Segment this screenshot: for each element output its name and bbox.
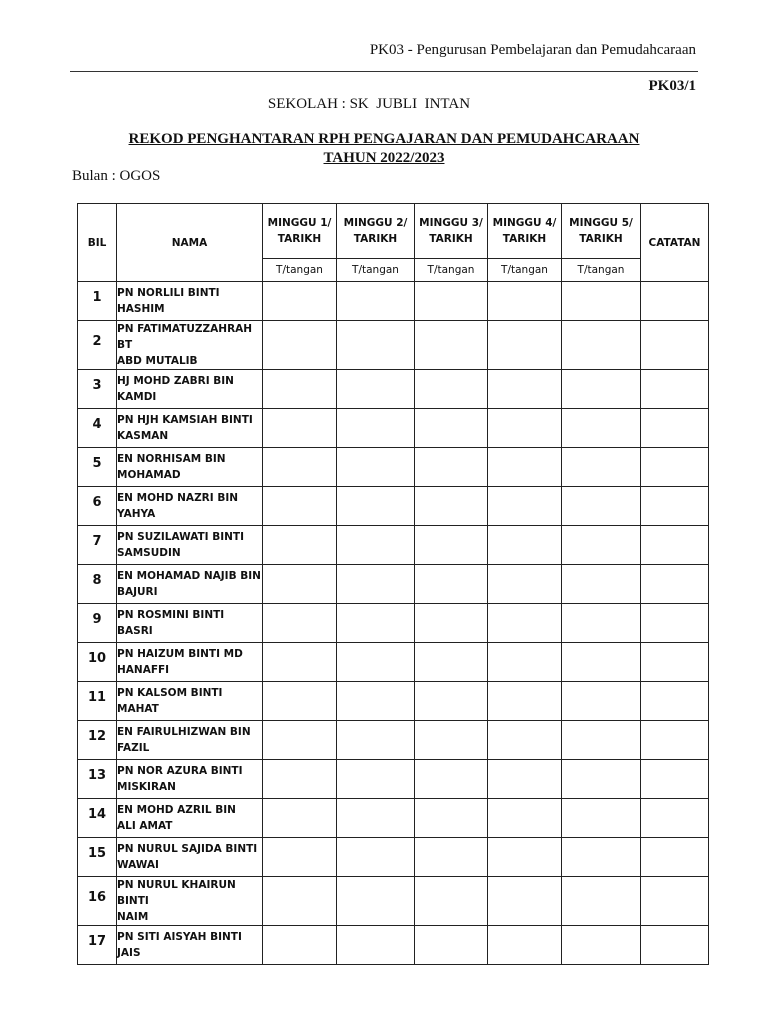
week-1-signature-cell[interactable] [263,838,337,877]
week-3-signature-cell[interactable] [415,448,488,487]
week-2-signature-cell[interactable] [337,926,415,965]
week-4-signature-cell[interactable] [488,799,562,838]
catatan-cell[interactable] [641,321,709,370]
catatan-cell[interactable] [641,682,709,721]
week-5-signature-cell[interactable] [562,760,641,799]
week-2-signature-cell[interactable] [337,721,415,760]
week-2-signature-cell[interactable] [337,370,415,409]
week-1-signature-cell[interactable] [263,321,337,370]
week-2-signature-cell[interactable] [337,282,415,321]
teacher-name [117,282,263,321]
row-number [78,760,117,799]
row-number-text: 2 [92,333,102,349]
table-row [78,760,709,799]
week-2-signature-cell[interactable] [337,799,415,838]
teacher-name [117,643,263,682]
row-number-text: 3 [92,377,102,393]
row-number [78,838,117,877]
catatan-cell[interactable] [641,370,709,409]
teacher-name [117,877,263,926]
row-number-text: 17 [87,933,107,949]
week-5-signature-cell[interactable] [562,321,641,370]
header-week-3: MINGGU 3/ TARIKH [415,204,488,259]
week-5-signature-cell[interactable] [562,409,641,448]
header-week-2: MINGGU 2/ TARIKH [337,204,415,259]
row-number [78,799,117,838]
week-1-signature-cell[interactable] [263,760,337,799]
row-number-text: 14 [87,806,107,822]
teacher-name-text: PN NURUL KHAIRUN BINTI NAIM [117,879,236,923]
week-3-signature-cell[interactable] [415,721,488,760]
teacher-name [117,926,263,965]
subheader-signature: T/tangan [337,259,415,282]
catatan-cell[interactable] [641,409,709,448]
row-number-text: 8 [92,572,102,588]
teacher-name-text: PN NORLILI BINTI HASHIM [117,287,220,315]
week-1-signature-cell[interactable] [263,926,337,965]
week-2-signature-cell[interactable] [337,643,415,682]
catatan-cell[interactable] [641,604,709,643]
week-5-signature-cell[interactable] [562,799,641,838]
week-1-signature-cell[interactable] [263,682,337,721]
week-4-signature-cell[interactable] [488,321,562,370]
header-week-1: MINGGU 1/ TARIKH [263,204,337,259]
week-4-signature-cell[interactable] [488,526,562,565]
row-number [78,282,117,321]
week-4-signature-cell[interactable] [488,604,562,643]
row-number-text: 15 [87,845,107,861]
week-3-signature-cell[interactable] [415,760,488,799]
week-4-signature-cell[interactable] [488,448,562,487]
week-1-signature-cell[interactable] [263,487,337,526]
week-3-signature-cell[interactable] [415,604,488,643]
week-3-signature-cell[interactable] [415,838,488,877]
teacher-name-text: PN HAIZUM BINTI MD HANAFFI [117,648,243,676]
row-number-text: 13 [87,767,107,783]
week-1-signature-cell[interactable] [263,799,337,838]
week-3-signature-cell[interactable] [415,370,488,409]
week-4-signature-cell[interactable] [488,565,562,604]
row-number-text: 16 [87,889,107,905]
week-1-signature-cell[interactable] [263,409,337,448]
week-1-signature-cell[interactable] [263,604,337,643]
form-code: PK03/1 [648,78,696,94]
table-row [78,526,709,565]
week-5-signature-cell[interactable] [562,487,641,526]
header-divider [70,71,698,72]
week-2-signature-cell[interactable] [337,409,415,448]
teacher-name [117,487,263,526]
row-number [78,409,117,448]
row-number-text: 5 [92,455,102,471]
week-2-signature-cell[interactable] [337,604,415,643]
teacher-name-text: PN KALSOM BINTI MAHAT [117,687,223,715]
header-bil: BIL [78,204,117,282]
week-3-signature-cell[interactable] [415,877,488,926]
week-5-signature-cell[interactable] [562,926,641,965]
table-row [78,487,709,526]
week-5-signature-cell[interactable] [562,448,641,487]
row-number [78,565,117,604]
row-number-text: 1 [92,289,102,305]
table-row [78,448,709,487]
week-2-signature-cell[interactable] [337,682,415,721]
subheader-signature: T/tangan [263,259,337,282]
subheader-signature: T/tangan [562,259,641,282]
teacher-name-text: PN SUZILAWATI BINTI SAMSUDIN [117,531,245,559]
table-row [78,321,709,370]
week-2-signature-cell[interactable] [337,526,415,565]
teacher-name-text: EN MOHD AZRIL BIN ALI AMAT [117,804,236,832]
table-row [78,409,709,448]
month-label: Bulan : OGOS [72,168,161,184]
row-number-text: 4 [92,416,102,432]
week-4-signature-cell[interactable] [488,487,562,526]
teacher-name-text: EN FAIRULHIZWAN BIN FAZIL [117,726,251,754]
catatan-cell[interactable] [641,487,709,526]
table-row [78,282,709,321]
week-5-signature-cell[interactable] [562,838,641,877]
teacher-name-text: HJ MOHD ZABRI BIN KAMDI [117,375,234,403]
row-number [78,487,117,526]
catatan-cell[interactable] [641,760,709,799]
teacher-name-text: EN MOHD NAZRI BIN YAHYA [117,492,239,520]
row-number-text: 10 [87,650,107,666]
week-4-signature-cell[interactable] [488,682,562,721]
week-3-signature-cell[interactable] [415,565,488,604]
week-5-signature-cell[interactable] [562,643,641,682]
table-row [78,682,709,721]
week-5-signature-cell[interactable] [562,526,641,565]
row-number [78,926,117,965]
row-number [78,682,117,721]
catatan-cell[interactable] [641,926,709,965]
teacher-name-text: PN FATIMATUZZAHRAH BT ABD MUTALIB [117,323,253,367]
week-3-signature-cell[interactable] [415,409,488,448]
week-2-signature-cell[interactable] [337,321,415,370]
week-3-signature-cell[interactable] [415,526,488,565]
week-4-signature-cell[interactable] [488,643,562,682]
teacher-name [117,760,263,799]
row-number [78,526,117,565]
teacher-name-text: PN ROSMINI BINTI BASRI [117,609,225,637]
week-1-signature-cell[interactable] [263,282,337,321]
row-number [78,877,117,926]
header-week-4: MINGGU 4/ TARIKH [488,204,562,259]
teacher-name [117,682,263,721]
subheader-signature: T/tangan [415,259,488,282]
table-row [78,604,709,643]
teacher-name [117,838,263,877]
week-3-signature-cell[interactable] [415,682,488,721]
document-year: TAHUN 2022/2023 [323,150,445,166]
week-5-signature-cell[interactable] [562,604,641,643]
week-5-signature-cell[interactable] [562,877,641,926]
table-row [78,926,709,965]
teacher-name-text: PN HJH KAMSIAH BINTI KASMAN [117,414,253,442]
catatan-cell[interactable] [641,565,709,604]
week-5-signature-cell[interactable] [562,682,641,721]
table-row [78,877,709,926]
week-1-signature-cell[interactable] [263,448,337,487]
record-table [77,203,709,965]
week-2-signature-cell[interactable] [337,838,415,877]
week-4-signature-cell[interactable] [488,926,562,965]
teacher-name-text: EN NORHISAM BIN MOHAMAD [117,453,226,481]
week-1-signature-cell[interactable] [263,877,337,926]
teacher-name [117,526,263,565]
week-1-signature-cell[interactable] [263,721,337,760]
catatan-cell[interactable] [641,799,709,838]
week-5-signature-cell[interactable] [562,370,641,409]
catatan-cell[interactable] [641,282,709,321]
table-row [78,565,709,604]
catatan-cell[interactable] [641,877,709,926]
week-4-signature-cell[interactable] [488,721,562,760]
week-4-signature-cell[interactable] [488,760,562,799]
week-4-signature-cell[interactable] [488,370,562,409]
teacher-name [117,565,263,604]
week-1-signature-cell[interactable] [263,370,337,409]
week-2-signature-cell[interactable] [337,448,415,487]
week-1-signature-cell[interactable] [263,643,337,682]
catatan-cell[interactable] [641,448,709,487]
teacher-name [117,448,263,487]
week-4-signature-cell[interactable] [488,838,562,877]
table-row [78,643,709,682]
week-3-signature-cell[interactable] [415,926,488,965]
teacher-name-text: PN NOR AZURA BINTI MISKIRAN [117,765,243,793]
teacher-name [117,721,263,760]
week-5-signature-cell[interactable] [562,282,641,321]
week-1-signature-cell[interactable] [263,565,337,604]
week-3-signature-cell[interactable] [415,799,488,838]
week-2-signature-cell[interactable] [337,487,415,526]
row-number [78,643,117,682]
teacher-name-text: EN MOHAMAD NAJIB BIN BAJURI [117,570,261,598]
week-4-signature-cell[interactable] [488,877,562,926]
catatan-cell[interactable] [641,526,709,565]
week-3-signature-cell[interactable] [415,487,488,526]
table-row [78,721,709,760]
row-number-text: 11 [87,689,107,705]
week-2-signature-cell[interactable] [337,760,415,799]
week-4-signature-cell[interactable] [488,409,562,448]
teacher-name-text: PN NURUL SAJIDA BINTI WAWAI [117,843,258,871]
teacher-name [117,409,263,448]
catatan-cell[interactable] [641,721,709,760]
row-number [78,448,117,487]
catatan-cell[interactable] [641,838,709,877]
table-row [78,799,709,838]
row-number-text: 12 [87,728,107,744]
week-4-signature-cell[interactable] [488,282,562,321]
header-line: PK03 - Pengurusan Pembelajaran dan Pemudahcaraan [369,42,696,58]
week-1-signature-cell[interactable] [263,526,337,565]
subheader-signature: T/tangan [488,259,562,282]
row-number [78,604,117,643]
school-name: SEKOLAH : SK JUBLI INTAN [267,96,471,112]
week-3-signature-cell[interactable] [415,282,488,321]
week-2-signature-cell[interactable] [337,877,415,926]
row-number-text: 6 [92,494,102,510]
header-nama: NAMA [117,204,263,282]
header-week-5: MINGGU 5/ TARIKH [562,204,641,259]
week-3-signature-cell[interactable] [415,643,488,682]
header-catatan: CATATAN [641,204,709,282]
table-row [78,370,709,409]
row-number-text: 7 [92,533,102,549]
document-title: REKOD PENGHANTARAN RPH PENGAJARAN DAN PEMUDAHCARAAN [128,131,640,147]
row-number [78,721,117,760]
teacher-name [117,799,263,838]
teacher-name [117,370,263,409]
teacher-name-text: PN SITI AISYAH BINTI JAIS [117,931,242,959]
row-number [78,370,117,409]
week-3-signature-cell[interactable] [415,321,488,370]
teacher-name [117,604,263,643]
row-number [78,321,117,370]
catatan-cell[interactable] [641,643,709,682]
week-5-signature-cell[interactable] [562,565,641,604]
table-row [78,838,709,877]
teacher-name [117,321,263,370]
row-number-text: 9 [92,611,102,627]
week-2-signature-cell[interactable] [337,565,415,604]
week-5-signature-cell[interactable] [562,721,641,760]
